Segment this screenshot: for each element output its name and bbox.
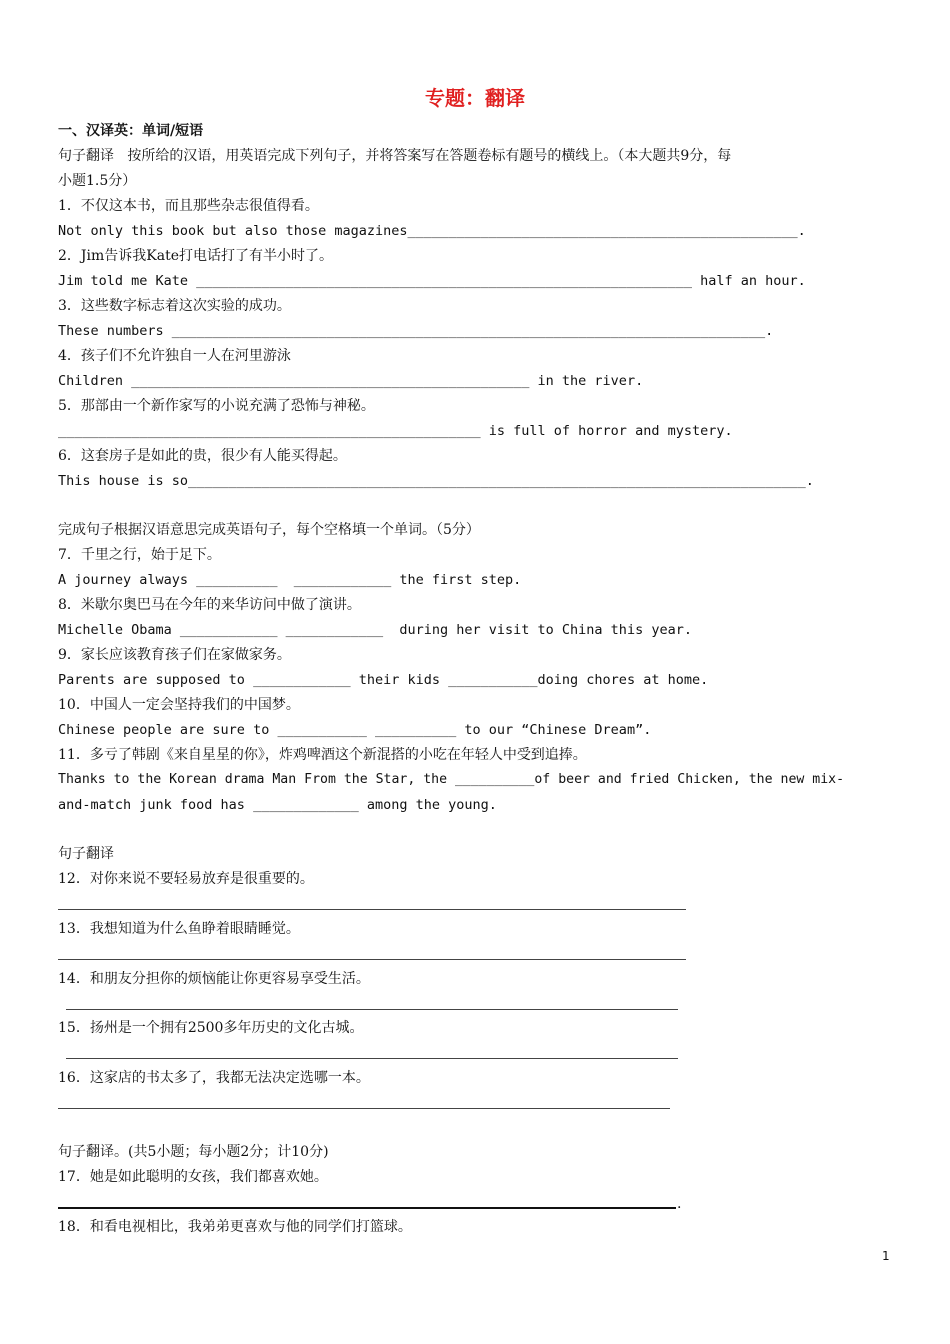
page-title: 专题：翻译	[425, 86, 525, 110]
question-10-cn: 10．中国人一定会坚持我们的中国梦。	[58, 697, 300, 713]
question-1-en: Not only this book but also those magazines________________________________________________.	[58, 223, 806, 239]
section-heading: 一、汉译英：单词/短语	[58, 123, 204, 139]
question-16-cn: 16．这家店的书太多了，我都无法决定选哪一本。	[58, 1070, 370, 1086]
question-11-en-line2: and-match junk food has _____________ among the young.	[58, 797, 497, 813]
question-7-en: A journey always __________ ____________ the first step.	[58, 572, 522, 588]
question-18-cn: 18．和看电视相比，我弟弟更喜欢与他的同学们打篮球。	[58, 1219, 412, 1235]
question-6-en: This house is so____________________________________________________________________________.	[58, 473, 814, 489]
page-number: 1	[882, 1249, 890, 1263]
question-17-cn: 17．她是如此聪明的女孩，我们都喜欢她。	[58, 1169, 328, 1185]
question-9-cn: 9．家长应该教育孩子们在家做家务。	[58, 647, 291, 663]
part4-heading: 句子翻译。(共5小题；每小题2分；计10分)	[58, 1144, 329, 1160]
part2-instruction: 完成句子根据汉语意思完成英语句子，每个空格填一个单词。（5分）	[58, 522, 480, 538]
question-8-cn: 8．米歇尔奥巴马在今年的来华访问中做了演讲。	[58, 597, 361, 613]
question-9-en: Parents are supposed to ____________ their kids ___________doing chores at home.	[58, 672, 709, 688]
question-10-en: Chinese people are sure to ___________ __________ to our “Chinese Dream”.	[58, 722, 652, 738]
question-1-cn: 1．不仅这本书，而且那些杂志很值得看。	[58, 198, 319, 214]
question-7-cn: 7．千里之行，始于足下。	[58, 547, 221, 563]
question-11-cn: 11．多亏了韩剧《来自星星的你》，炸鸡啤酒这个新混搭的小吃在年轻人中受到追捧。	[58, 747, 587, 763]
part1-instruction-line1: 句子翻译 按所给的汉语，用英语完成下列句子，并将答案写在答题卷标有题号的横线上。（本大题共9分，每	[58, 148, 732, 164]
question-15-cn: 15．扬州是一个拥有2500多年历史的文化古城。	[58, 1020, 364, 1036]
answer-line-13	[58, 959, 686, 960]
question-8-en: Michelle Obama ____________ ____________ during her visit to China this year.	[58, 622, 692, 638]
question-4-cn: 4．孩子们不允许独自一人在河里游泳	[58, 348, 291, 364]
question-13-cn: 13．我想知道为什么鱼睁着眼睛睡觉。	[58, 921, 300, 937]
question-5-cn: 5．那部由一个新作家写的小说充满了恐怖与神秘。	[58, 398, 375, 414]
question-2-en: Jim told me Kate _____________________________________________________________ half an hour.	[58, 273, 806, 289]
answer-line-17	[58, 1207, 676, 1209]
answer-line-14	[66, 1009, 678, 1010]
question-2-cn: 2．Jim告诉我Kate打电话打了有半小时了。	[58, 248, 333, 264]
question-14-cn: 14．和朋友分担你的烦恼能让你更容易享受生活。	[58, 971, 370, 987]
part3-heading: 句子翻译	[58, 846, 114, 862]
answer-line-15	[66, 1058, 678, 1059]
question-11-en-line1: Thanks to the Korean drama Man From the Star, the __________of beer and fried Chicken, the new mix-	[58, 772, 845, 787]
question-3-en: These numbers _________________________________________________________________________.	[58, 323, 774, 339]
answer-line-12	[58, 909, 686, 910]
part1-instruction-line2: 小题1.5分）	[58, 173, 137, 189]
question-6-cn: 6．这套房子是如此的贵，很少有人能买得起。	[58, 448, 347, 464]
question-12-cn: 12．对你来说不要轻易放弃是很重要的。	[58, 871, 314, 887]
answer-line-16	[58, 1108, 670, 1109]
question-3-cn: 3．这些数字标志着这次实验的成功。	[58, 298, 291, 314]
question-4-en: Children _________________________________________________ in the river.	[58, 373, 644, 389]
question-5-en: ____________________________________________________ is full of horror and mystery.	[58, 423, 733, 439]
answer-line-17-period: .	[677, 1196, 682, 1212]
